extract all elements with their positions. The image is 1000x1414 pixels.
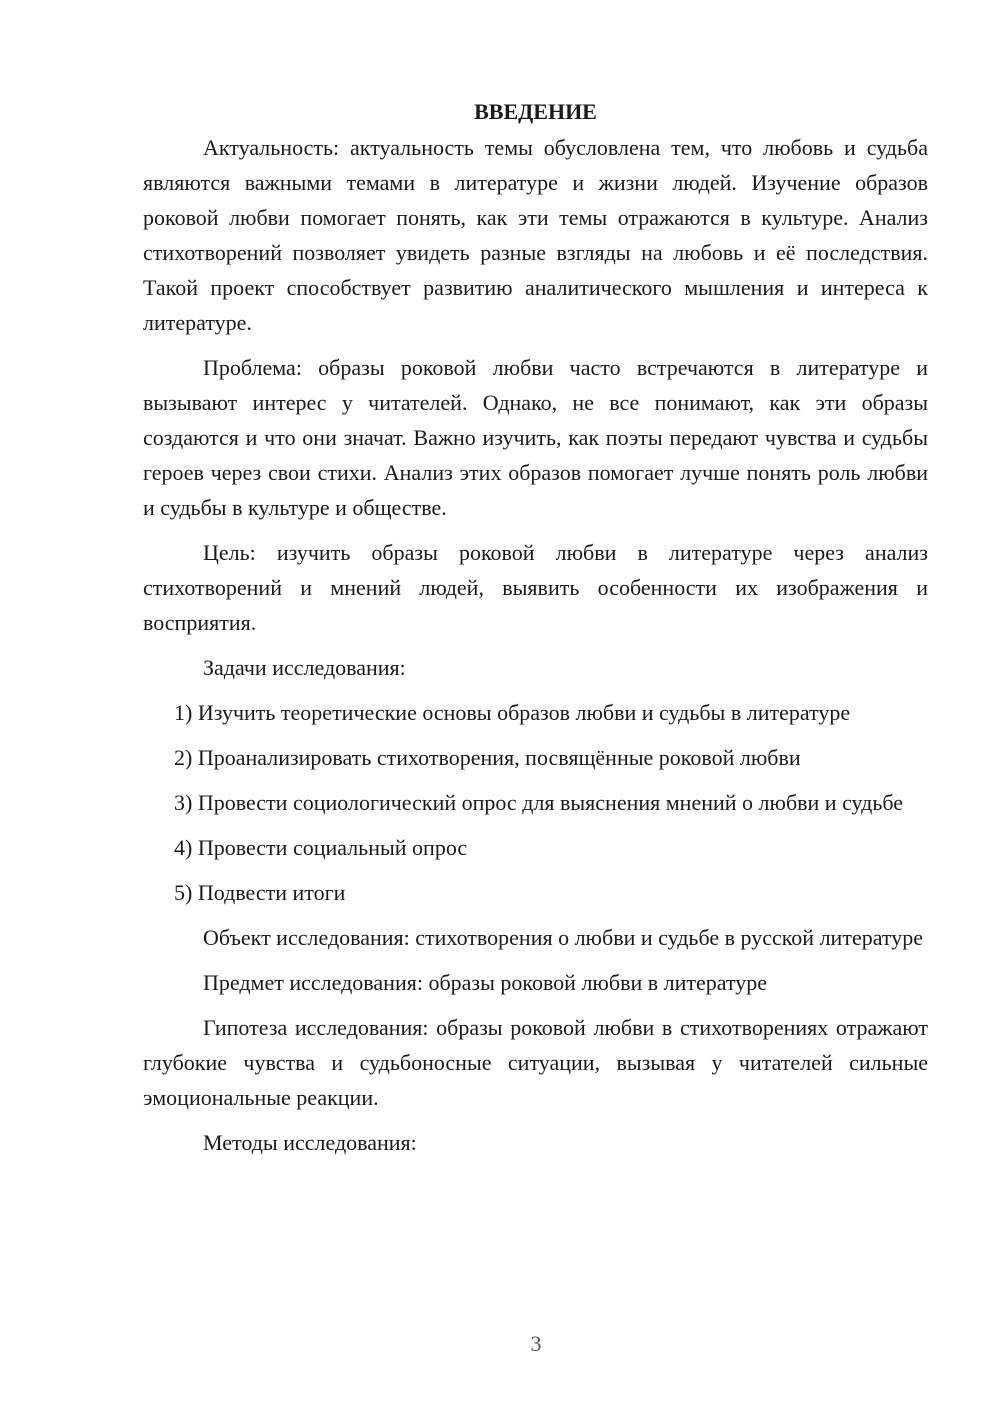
paragraph-methods: Методы исследования: xyxy=(203,1130,417,1155)
paragraph-relevance: Актуальность: актуальность темы обусловлена тем, что любовь и судьба являются важными темами в литературе и жизни людей. Изучение образов роковой любви помогает понять, как эти темы отражаются в культуре. Анализ стихотворений позволяет увидеть разные взгляды на любовь и её последствия. Такой проект способствует развитию аналитического мышления и интереса к литературе. xyxy=(143,135,928,335)
paragraph-goal: Цель: изучить образы роковой любви в литературе через анализ стихотворений и мнений людей, выявить особенности их изображения и восприятия. xyxy=(143,540,928,635)
task-item-4: 4) Провести социальный опрос xyxy=(174,835,468,860)
tasks-heading: Задачи исследования: xyxy=(203,655,406,680)
page-title: ВВЕДЕНИЕ xyxy=(474,99,597,124)
task-item-5: 5) Подвести итоги xyxy=(174,880,346,905)
paragraph-problem: Проблема: образы роковой любви часто встречаются в литературе и вызывают интерес у читателей. Однако, не все понимают, как эти образы создаются и что они значат. Важно изучить, как поэты передают чувства и судьбы героев через свои стихи. Анализ этих образов помогает лучше понять роль любви и судьбы в культуре и обществе. xyxy=(143,355,928,520)
page-number: 3 xyxy=(530,1331,542,1356)
document-body xyxy=(143,94,928,1170)
paragraph-hypothesis: Гипотеза исследования: образы роковой любви в стихотворениях отражают глубокие чувства и судьбоносные ситуации, вызывая у читателей сильные эмоциональные реакции. xyxy=(143,1015,928,1110)
task-item-2: 2) Проанализировать стихотворения, посвящённые роковой любви xyxy=(174,745,801,770)
paragraph-subject: Предмет исследования: образы роковой любви в литературе xyxy=(203,970,768,995)
paragraph-object: Объект исследования: стихотворения о любви и судьбе в русской литературе xyxy=(203,925,923,950)
task-item-1: 1) Изучить теоретические основы образов любви и судьбы в литературе xyxy=(174,700,851,725)
task-item-3: 3) Провести социологический опрос для выяснения мнений о любви и судьбе xyxy=(174,790,904,815)
